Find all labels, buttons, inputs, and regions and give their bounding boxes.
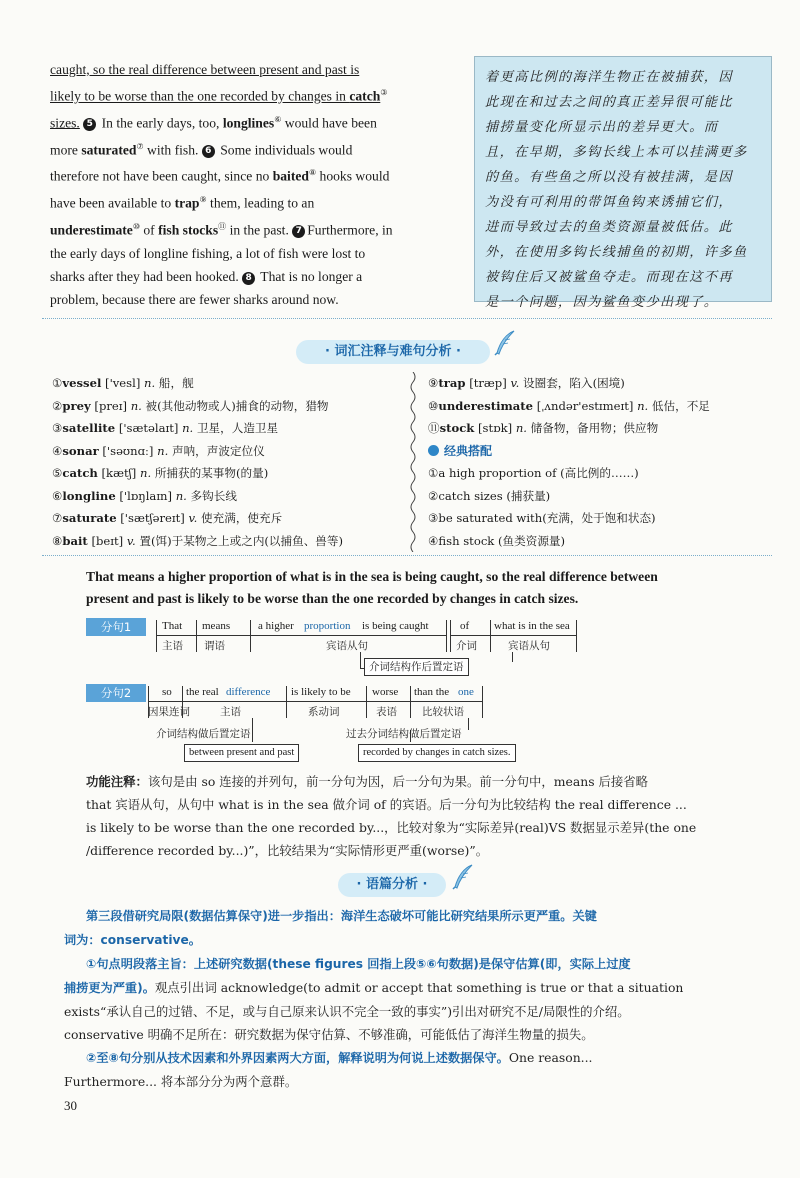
translation-line: 是一个问题，因为鲨鱼变少出现了。: [485, 295, 719, 310]
clause1-role: 宾语从句: [508, 640, 550, 652]
vocab-entry: ①vessel ['vesl] n. 船，舰: [52, 376, 194, 390]
discourse-line: 第三段借研究局限(数据估算保守)进一步指出：海洋生态破坏可能比研究结果所示更严重。关键: [86, 909, 597, 923]
translation-line: 被钩住后又被鲨鱼夺走。而现在这不再: [485, 270, 733, 285]
discourse-line: ①句点明段落主旨：上述研究数据(these figures 回指上段⑤⑥句数据)是保守估算(即，实际上过度: [86, 957, 631, 971]
translation-line: 外，在使用多钩长线捕鱼的初期，许多鱼: [485, 245, 748, 260]
quill-icon: [452, 864, 474, 890]
clause1-word: of: [460, 620, 470, 632]
clause2-word: so: [162, 686, 172, 698]
clause2-word: is likely to be: [291, 686, 351, 698]
vocab-entry: ③satellite ['sætəlaɪt] n. 卫星，人造卫星: [52, 421, 279, 435]
translation-box: [474, 56, 772, 310]
clause1-role: 介词: [456, 640, 477, 652]
clause1-modifier-box: 介词结构作后置定语: [364, 658, 469, 676]
function-note-line: is likely to be worse than the one recorded by...，比较对象为“实际差异(real)VS 数据显示差异(the one: [86, 820, 697, 835]
clause2-tag: 分句2: [86, 684, 146, 702]
passage-line: problem, because there are fewer sharks around now.: [50, 292, 339, 308]
passage-line: sizes. 5 In the early days, too, longlines⑥ would have been: [50, 114, 377, 131]
collocations-heading: 经典搭配: [428, 440, 768, 463]
section-divider: [42, 555, 772, 556]
collocation-item: ④fish stock (鱼类资源量): [428, 533, 566, 548]
vocab-entry: ⑩underestimate [ˌʌndər'estɪmeɪt] n. 低估，不足: [428, 398, 710, 413]
clause2-word: one: [458, 686, 474, 698]
collocation-item: ②catch sizes (捕获量): [428, 488, 551, 503]
clause1-word: a higher: [258, 620, 294, 632]
discourse-line: 捕捞更为严重)。观点引出词 acknowledge(to admit or accept that something is true or that a situation: [64, 980, 684, 995]
clause1-tag: 分句1: [86, 618, 146, 636]
collocation-item: ③be saturated with(充满，处于饱和状态): [428, 511, 656, 525]
clause2-role: 主语: [220, 706, 241, 718]
page-number: 30: [64, 1098, 77, 1113]
clause1-role: 主语: [162, 640, 183, 652]
translation-line: 捕捞量变化所显示出的差异更大。而: [485, 120, 719, 135]
vocab-entry: ④sonar ['səʊnɑː] n. 声呐，声波定位仪: [52, 443, 265, 458]
clause2-modifier-box: between present and past: [184, 744, 299, 762]
discourse-line: exists“承认自己的过错、不足，或与自己原来认识不完全一致的事实”)引出对研究不足/局限性的介绍。: [64, 1004, 630, 1019]
clause2-word: the real: [186, 686, 219, 698]
clause2-word: difference: [226, 686, 271, 698]
collocation-item: ①a high proportion of (高比例的……): [428, 466, 639, 480]
passage-line: underestimate⑩ of fish stocks⑪ in the past. 7 Furthermore, in: [50, 221, 393, 238]
english-passage: [50, 58, 464, 311]
clause2-note: 介词结构做后置定语: [156, 728, 251, 740]
vocab-entry: ⑥longline ['lɒŋlaɪn] n. 多钩长线: [52, 488, 237, 503]
translation-line: 且，在早期，多钩长线上本可以挂满更多: [485, 145, 748, 160]
sentence-number-badge: 8: [242, 272, 255, 285]
vocab-entry: ⑤catch [kætʃ] n. 所捕获的某事物(的量): [52, 466, 269, 480]
function-note: [86, 770, 776, 862]
sentence-number-badge: 7: [292, 225, 305, 238]
clause2-note: 过去分词结构做后置定语: [346, 728, 462, 740]
discourse-section-header: · 语篇分析 ·: [338, 873, 446, 897]
key-sentence: [86, 566, 766, 610]
clause2-role: 系动词: [308, 706, 340, 718]
vocab-list-left: [52, 372, 402, 552]
passage-line: therefore not have been caught, since no baited⑧ hooks would: [50, 168, 390, 184]
vocab-section-header: · 词汇注释与难句分析 ·: [296, 340, 490, 364]
vocab-entry: ⑧bait [beɪt] v. 置(饵)于某物之上或之内(以捕鱼、兽等): [52, 533, 344, 548]
function-note-line: that 宾语从句，从句中 what is in the sea 做介词 of 的宾语。后一分句为比较结构 the real difference ...: [86, 797, 687, 812]
passage-line: have been available to trap⑨ them, leading to an: [50, 195, 315, 211]
discourse-line: 词为：conservative。: [64, 933, 201, 947]
passage-line: likely to be worse than the one recorded by changes in catch③: [50, 88, 388, 104]
clause1-word: what is in the sea: [494, 620, 570, 632]
clause2-role: 比较状语: [422, 706, 464, 718]
passage-line: sharks after they had been hooked. 8 That is no longer a: [50, 268, 363, 284]
passage-line: the early days of longline fishing, a lot of fish were lost to: [50, 245, 366, 261]
function-note-line: 功能注释：该句是由 so 连接的并列句，前一分句为因，后一分句为果。前一分句中，means 后接省略: [86, 774, 649, 789]
key-sentence-line: That means a higher proportion of what is in the sea is being caught, so the real difference between: [86, 569, 658, 584]
clause2-role: 因果连词: [148, 706, 190, 718]
translation-line: 着更高比例的海洋生物正在被捕获，因: [485, 70, 733, 85]
clause1-role: 谓语: [204, 640, 225, 652]
translation-line: 进而导致过去的鱼类资源量被低估。此: [485, 220, 733, 235]
clause2-modifier-box: recorded by changes in catch sizes.: [358, 744, 516, 762]
function-note-line: /difference recorded by...)”，比较结果为“实际情形更严重(worse)”。: [86, 843, 489, 858]
clause1-word: proportion: [304, 620, 351, 632]
vocab-entry: ⑦saturate ['sætʃəreɪt] v. 使充满，使充斥: [52, 511, 283, 525]
clause2-word: than the: [414, 686, 450, 698]
discourse-line: conservative 明确不足所在：研究数据为保守估算、不够准确，可能低估了海洋生物量的损失。: [64, 1027, 594, 1042]
clause2-word: worse: [372, 686, 399, 698]
clause1-word: That: [162, 620, 183, 632]
clause1-word: is being caught: [362, 620, 429, 632]
vocab-entry: ⑪stock [stɒk] n. 储备物，备用物；供应物: [428, 421, 659, 435]
section-divider: [42, 318, 772, 319]
clause1-word: means: [202, 620, 231, 632]
sentence-number-badge: 6: [202, 145, 215, 158]
passage-line: caught, so the real difference between present and past is: [50, 62, 360, 77]
discourse-line: Furthermore... 将本部分分为两个意群。: [64, 1074, 298, 1089]
vocab-entry: ②prey [preɪ] n. 被(其他动物或人)捕食的动物，猎物: [52, 398, 329, 413]
clause1-role: 宾语从句: [326, 640, 368, 652]
key-sentence-line: present and past is likely to be worse than the one recorded by changes in catch sizes.: [86, 591, 579, 606]
wavy-divider: [408, 372, 418, 552]
translation-line: 为没有可利用的带饵鱼钩来诱捕它们，: [485, 195, 733, 210]
discourse-analysis: [64, 904, 776, 1093]
vocab-entry: ⑨trap [træp] v. 设圈套，陷入(困境): [428, 376, 625, 390]
translation-line: 的鱼。有些鱼之所以没有被挂满，是因: [485, 170, 733, 185]
clause2-role: 表语: [376, 706, 397, 718]
quill-icon: [494, 330, 516, 356]
sentence-number-badge: 5: [83, 118, 96, 131]
vocab-list-right: [428, 372, 768, 552]
discourse-line: ②至⑧句分别从技术因素和外界因素两大方面，解释说明为何说上述数据保守。One reason...: [86, 1050, 593, 1065]
passage-line: more saturated⑦ with fish. 6 Some individuals would: [50, 141, 353, 158]
bullet-dot-icon: [428, 445, 439, 456]
translation-line: 此现在和过去之间的真正差异很可能比: [485, 95, 733, 110]
